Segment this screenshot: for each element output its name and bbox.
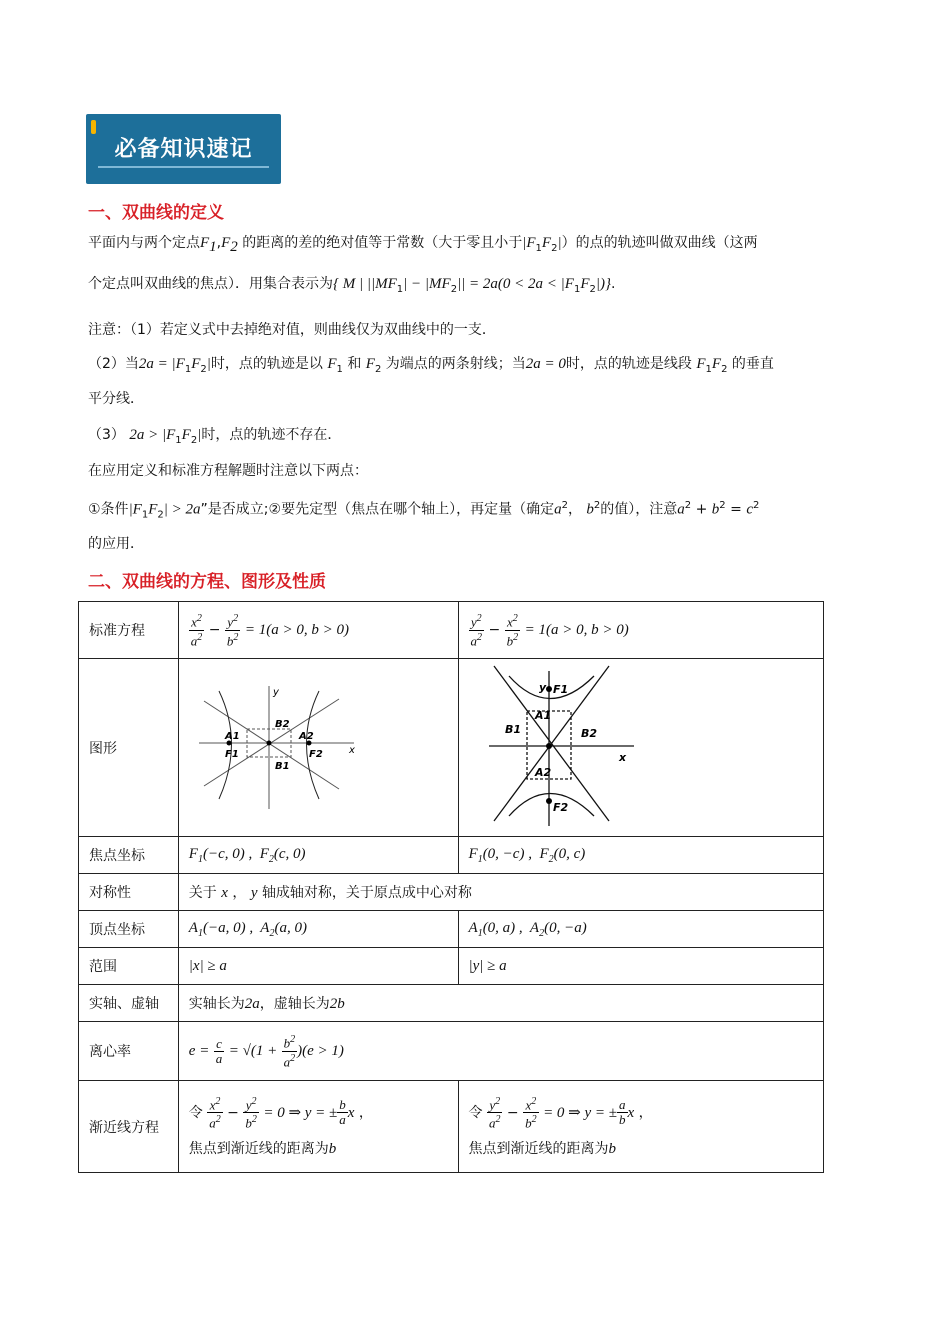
banner-underline [98,166,269,168]
svg-text:x: x [348,744,355,756]
svg-text:x: x [618,750,626,764]
section2-title: 二、双曲线的方程、图形及性质 [88,572,326,592]
svg-text:y: y [538,680,546,694]
row-label: 图形 [79,659,179,837]
svg-text:F1: F1 [552,682,568,696]
focus-x: $F_1(-c$, 0) , $F_2(c$, 0) [178,837,458,874]
vertex-x: $A_1(-a$, 0) , $A_2(a$, 0) [178,911,458,948]
text: ）的点的轨迹叫做双曲线（这两 [561,235,758,251]
text: 的值），注意 [600,501,678,518]
text: 为端点的两条射线；当 [385,356,526,372]
figure-x-hyperbola [178,659,458,837]
text: 时，点的轨迹是以 [210,356,323,372]
svg-text:B1: B1 [504,722,521,736]
svg-text:F2: F2 [308,748,323,760]
table-row [79,911,824,948]
eccentricity: e = $\frac{c}{a}$ = √(1 + $\frac{b^2}{a^2}$ )(e > 1) [178,1022,823,1081]
banner-title: 必备知识速记 [114,137,253,162]
row-label: 焦点坐标 [79,837,179,874]
text: 的垂直 [731,356,774,372]
svg-text:A1: A1 [224,730,240,742]
figure-y-hyperbola [458,659,823,837]
row-label: 标准方程 [79,602,179,659]
table-row [79,874,824,911]
table-row [79,602,824,659]
row-label: 范围 [79,948,179,985]
text: ②要先定型（焦点在哪个轴上），再定量（确定 [268,501,555,518]
row-label: 渐近线方程 [79,1081,179,1173]
note1: 注意：（1）若定义式中去掉绝对值，则曲线仅为双曲线中的一支． [88,322,496,338]
text: 轴成轴对称，关于原点成中心对称 [261,885,472,901]
table-row [79,1081,824,1173]
svg-text:y: y [272,686,279,698]
row-label: 实轴、虚轴 [79,985,179,1022]
section1-title: 一、双曲线的定义 [88,203,224,223]
note2-cont: 平分线． [88,391,144,407]
definition-line1: 平面内与两个定点$F_1,F_2$ 的距离的差的绝对值等于常数（大于零且小于$|F_1F_2|$）的点的轨迹叫做双曲线（这两 [88,235,758,255]
svg-text:B1: B1 [274,760,290,772]
row-label: 顶点坐标 [79,911,179,948]
definition-line2: 个定点叫双曲线的焦点）．用集合表示为{ M | $||MF_1| - |MF_2|| = 2a(0 < 2a < |F_1F_2|)$}. [88,276,616,295]
hyperbola-y-figure [469,661,689,831]
svg-text:B2: B2 [274,718,290,730]
range-x: |x| ≥ a [178,948,458,985]
equation-x: $\frac{x^2}{a^2}$ − $\frac{y^2}{b^2}$ = 1(a > 0, b > 0) [178,602,458,659]
table-row [79,948,824,985]
text: ①条件 [88,501,129,518]
text: 个定点叫双曲线的焦点）．用集合表示为 [88,276,333,292]
text: 和 [347,356,362,372]
text: 平面内与两个定点 [88,235,200,251]
text: 时，点的轨迹不存在． [201,427,342,443]
note3: （3） $2a > |F_1F_2|$时，点的轨迹不存在． [88,427,342,446]
table-row [79,985,824,1022]
svg-text:A2: A2 [534,765,551,779]
svg-text:A2: A2 [298,730,314,742]
row-label: 离心率 [79,1022,179,1081]
range-y: |y| ≥ a [458,948,823,985]
table-row [79,837,824,874]
conditions-cont: 的应用． [88,536,144,552]
svg-text:F2: F2 [552,800,568,814]
properties-table [78,601,824,1173]
text: 关于 [188,885,217,901]
svg-text:F1: F1 [224,748,239,760]
note2: （2）当$2a = |F_1F_2|$时，点的轨迹是以 $F_1$ 和 $F_2$ 为端点的两条射线；当2a = 0时，点的轨迹是线段 $F_1F_2$ 的垂直 [88,356,774,375]
svg-text:A1: A1 [534,708,551,722]
text: 令 [468,1104,483,1121]
text: 焦点到渐近线的距离为 [188,1141,329,1158]
text: 的距离的差的绝对值等于常数（大于零且小于 [242,235,523,251]
axes-lengths: 实轴长为2a，虚轴长为2b [178,985,823,1022]
text: ，虚轴长为 [259,996,330,1012]
symmetry: 关于 x ， y 轴成轴对称，关于原点成中心对称 [178,874,823,911]
table-row [79,1022,824,1081]
asymptote-x: 令 $\frac{x^2}{a^2}$ − $\frac{y^2}{b^2}$ = 0 ⇒ y = ± $\frac{b}{a}$ x ， 焦点到渐近线的距离为b [178,1081,458,1173]
conditions: ①条件$|F_1F_2| > 2a$”是否成立;②要先定型（焦点在哪个轴上），再定量（确定$a^2$， $b^2$的值），注意$a^2 + b^2 = c^2$ [88,500,760,521]
equation-y: $\frac{y^2}{a^2}$ − $\frac{x^2}{b^2}$ = 1(a > 0, b > 0) [458,602,823,659]
section-banner [86,114,281,184]
vertex-y: $A_1(0$, a) , $A_2(0$, −a) [458,911,823,948]
apply-note: 在应用定义和标准方程解题时注意以下两点： [88,463,368,479]
text: （3） [88,427,125,443]
text: 时，点的轨迹是线段 [565,356,692,372]
text: 焦点到渐近线的距离为 [468,1141,609,1158]
asymptote-y: 令 $\frac{y^2}{a^2}$ − $\frac{x^2}{b^2}$ = 0 ⇒ y = ± $\frac{a}{b}$ x ， 焦点到渐近线的距离为b [458,1081,823,1173]
svg-text:B2: B2 [580,726,597,740]
text: ， [567,501,582,518]
text: 实轴长为 [188,996,245,1012]
focus-y: $F_1(0$, −c) , $F_2(0$, c) [458,837,823,874]
text: 令 [188,1104,203,1121]
text: （2）当 [88,356,139,372]
table-row [79,659,824,837]
row-label: 对称性 [79,874,179,911]
hyperbola-x-figure [189,681,389,811]
text: ”是否成立; [200,501,269,518]
